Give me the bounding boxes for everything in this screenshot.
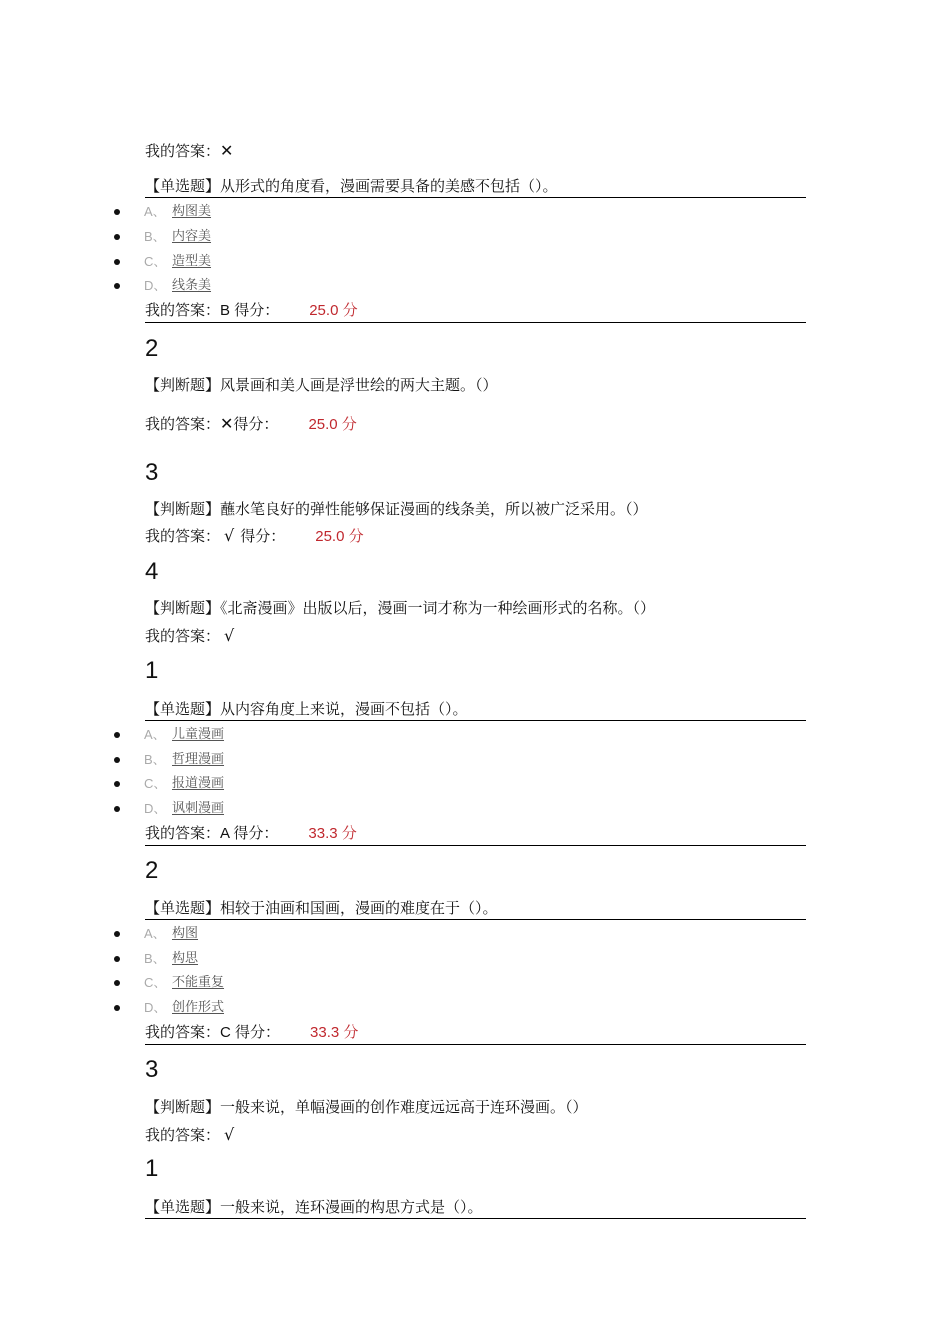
- question-stem: 【单选题】从形式的角度看，漫画需要具备的美感不包括（）。: [145, 176, 806, 198]
- option-link[interactable]: 哲理漫画: [172, 752, 225, 767]
- question-stem: 【判断题】蘸水笔良好的弹性能够保证漫画的线条美，所以被广泛采用。（）: [145, 500, 648, 518]
- option-link[interactable]: 构思: [172, 951, 199, 966]
- option-letter: B、: [144, 229, 166, 244]
- question-number: 2: [145, 857, 159, 884]
- question-number: 1: [145, 1155, 159, 1182]
- answer-line: [145, 823, 806, 846]
- score-value: 25.0 分: [308, 416, 357, 433]
- option-link[interactable]: 创作形式: [172, 1000, 225, 1015]
- option-letter: D、: [144, 801, 167, 816]
- check-icon: √: [224, 1125, 235, 1144]
- question-number: 3: [145, 459, 159, 486]
- option-link[interactable]: 报道漫画: [172, 776, 225, 791]
- option-link[interactable]: 内容美: [172, 229, 212, 244]
- question-stem: 【判断题】风景画和美人画是浮世绘的两大主题。（）: [145, 376, 498, 394]
- score-value: 25.0 分: [315, 528, 364, 545]
- bullet-icon: [114, 209, 120, 215]
- question-number: 2: [145, 335, 159, 362]
- option-link[interactable]: 讽刺漫画: [172, 801, 225, 816]
- answer-label: 我的答案：: [145, 142, 221, 160]
- score-label: 得分：: [235, 1023, 281, 1041]
- answer-value: B: [220, 302, 235, 319]
- answer-value: A: [220, 825, 234, 842]
- answer-line: [145, 626, 806, 646]
- option-letter: A、: [144, 727, 166, 742]
- option-letter: B、: [144, 752, 166, 767]
- answer-line: [145, 1125, 806, 1145]
- option-link[interactable]: 不能重复: [172, 975, 225, 990]
- option-link[interactable]: 线条美: [172, 278, 212, 293]
- check-icon: √: [224, 626, 235, 645]
- question-stem: 【判断题】《北斋漫画》出版以后，漫画一词才称为一种绘画形式的名称。（）: [145, 599, 656, 617]
- option-link[interactable]: 构图: [172, 926, 199, 941]
- bullet-icon: [114, 757, 120, 763]
- question-stem: 【单选题】从内容角度上来说，漫画不包括（）。: [145, 699, 806, 721]
- question-number: 4: [145, 558, 159, 585]
- bullet-icon: [114, 806, 120, 812]
- answer-line: [145, 300, 806, 323]
- option-letter: C、: [144, 776, 167, 791]
- score-label: 得分：: [233, 824, 279, 842]
- question-stem: 【单选题】一般来说，连环漫画的构思方式是（）。: [145, 1197, 806, 1219]
- score-value: 33.3 分: [308, 825, 357, 842]
- bullet-icon: [114, 1005, 120, 1011]
- answer-label: 我的答案：: [145, 415, 221, 433]
- answer-label: 我的答案：: [145, 1023, 221, 1041]
- question-number: 3: [145, 1056, 159, 1083]
- option-letter: D、: [144, 1000, 167, 1015]
- option-letter: C、: [144, 254, 167, 269]
- answer-line: [145, 1022, 806, 1045]
- score-value: 33.3 分: [310, 1024, 359, 1041]
- option-letter: B、: [144, 951, 166, 966]
- answer-label: 我的答案：: [145, 301, 221, 319]
- score-label: 得分：: [233, 415, 279, 433]
- option-link[interactable]: 造型美: [172, 254, 212, 269]
- answer-label: 我的答案：: [145, 527, 221, 545]
- option-letter: C、: [144, 975, 167, 990]
- option-letter: A、: [144, 926, 166, 941]
- answer-label: 我的答案：: [145, 1126, 221, 1144]
- wrong-icon: ✕: [220, 141, 234, 160]
- score-label: 得分：: [240, 527, 286, 545]
- bullet-icon: [114, 980, 120, 986]
- answer-value: C: [220, 1024, 236, 1041]
- bullet-icon: [114, 283, 120, 289]
- bullet-icon: [114, 931, 120, 937]
- check-icon: √: [224, 526, 235, 545]
- answer-line: [145, 414, 806, 435]
- option-letter: D、: [144, 278, 167, 293]
- question-stem: 【判断题】一般来说，单幅漫画的创作难度远远高于连环漫画。（）: [145, 1098, 588, 1116]
- option-link[interactable]: 构图美: [172, 204, 212, 219]
- bullet-icon: [114, 732, 120, 738]
- question-number: 1: [145, 657, 159, 684]
- question-stem: 【单选题】相较于油画和国画，漫画的难度在于（）。: [145, 898, 806, 920]
- option-letter: A、: [144, 204, 166, 219]
- bullet-icon: [114, 234, 120, 240]
- answer-label: 我的答案：: [145, 824, 221, 842]
- wrong-icon: ✕: [220, 414, 234, 433]
- answer-label: 我的答案：: [145, 627, 221, 645]
- bullet-icon: [114, 781, 120, 787]
- score-label: 得分：: [234, 301, 280, 319]
- option-link[interactable]: 儿童漫画: [172, 727, 225, 742]
- bullet-icon: [114, 956, 120, 962]
- answer-line: [145, 526, 806, 547]
- score-value: 25.0 分: [309, 302, 358, 319]
- answer-line: [145, 141, 806, 161]
- bullet-icon: [114, 259, 120, 265]
